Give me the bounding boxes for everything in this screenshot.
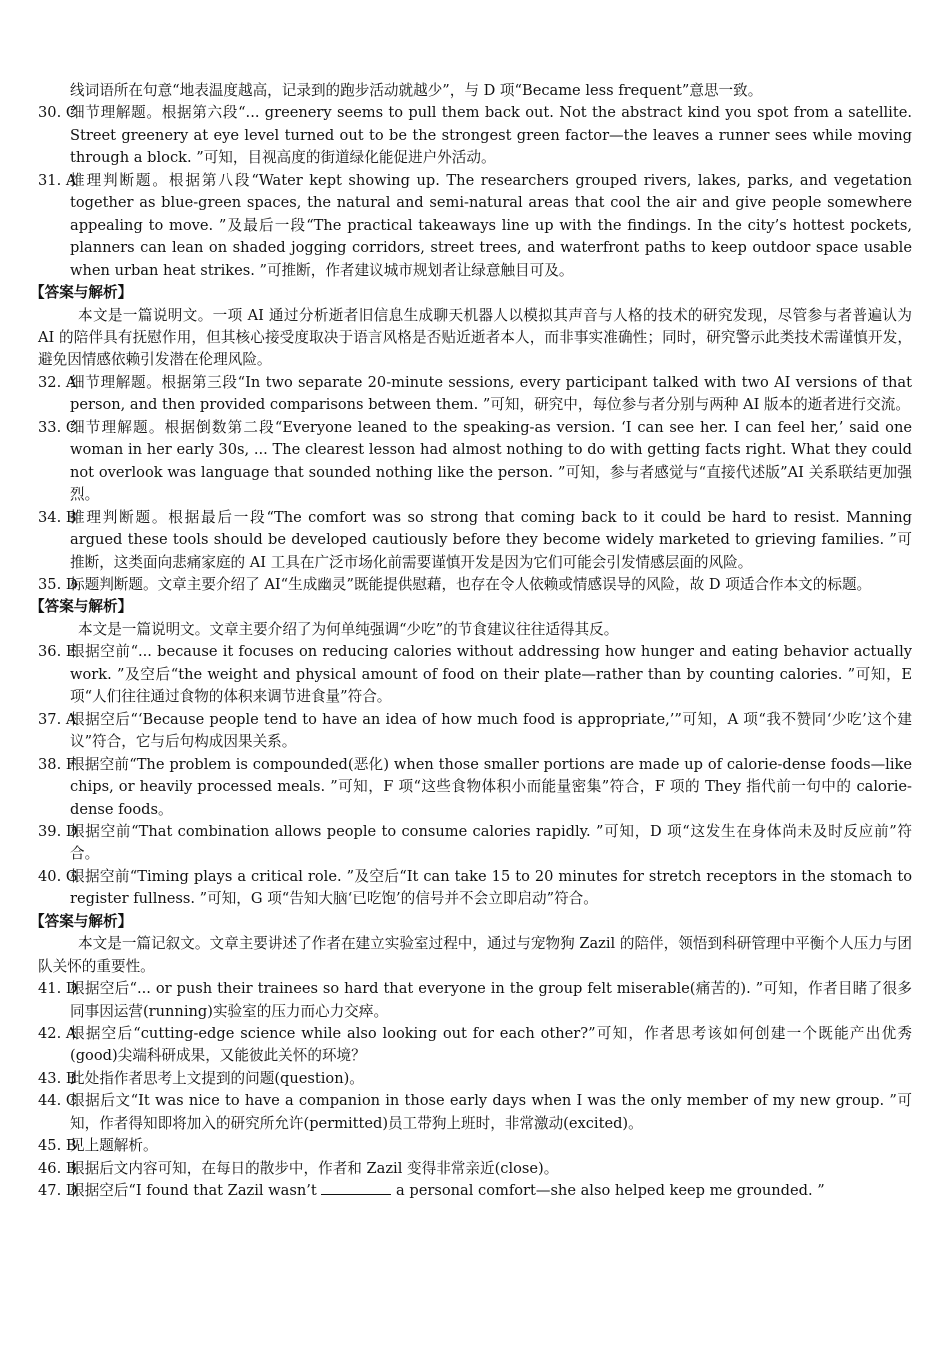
answer-number: 42. A — [38, 1025, 77, 1043]
answer-text: 推理判断题。根据第八段“Water kept showing up. The researchers grouped rivers, lakes, parks, and vegetation together as blue-green spaces, the natural and semi-natural areas that cool the air and give people somewhere appealing to move. ”及最后一段“The practical takeaways line up with the findings. In the city’s hottest pockets, planners can lean on shaded jogging corridors, street trees, and waterfront paths to keep outdoor space usable when urban heat strikes. ”可推断，作者建议城市规划者让绿意触目可及。 — [70, 171, 912, 279]
section-header: 【答案与解析】 — [30, 598, 133, 616]
answer-text: 细节理解题。根据第六段“... greenery seems to pull them back out. Not the abstract kind you spot from a satellite. Street greenery at eye level turned out to be the strongest green factor—the leaves a runner sees while moving through a block. ”可知，目视高度的街道绿化能促进户外活动。 — [70, 104, 912, 167]
answer-number: 36. E — [38, 643, 77, 661]
section-summary: 本文是一篇说明文。一项 AI 通过分析逝者旧信息生成聊天机器人以模拟其声音与人格的技术的研究发现，尽管参与者普遍认为 AI 的陪伴具有抚慰作用，但其核心接受度取决于语言风格是否贴近逝者本人，而非事实准确性；同时，研究警示此类技术需谨慎开发，避免因情感依赖引发潜在伦理风险。 — [38, 306, 912, 369]
answer-item-31 — [38, 170, 912, 282]
answer-item-47 — [38, 1180, 912, 1202]
answer-text — [70, 1180, 912, 1202]
answer-item-32 — [38, 372, 912, 417]
answer-item-46 — [38, 1158, 912, 1180]
intro-continuation: 线词语所在句意“地表温度越高，记录到的跑步活动就越少”，与 D 项“Became less frequent”意思一致。 — [70, 82, 763, 99]
answer-number: 32. A — [38, 373, 77, 391]
answer-text: 根据空前“... because it focuses on reducing calories without addressing how hunger and eating behavior actually work. ”及空后“the weight and physical amount of food on their plate—rather than by counting calories. ”可知，E 项“人们往往通过食物的体积来调节进食量”符合。 — [70, 643, 912, 706]
answer-item-35 — [38, 574, 912, 596]
answer-item-39 — [38, 821, 912, 866]
answer-item-30 — [38, 102, 912, 169]
answer-text: 根据空前“Timing plays a critical role. ”及空后“It can take 15 to 20 minutes for stretch receptors in the stomach to register fullness. ”可知，G 项“告知大脑‘已吃饱’的信号并不会立即启动”符合。 — [70, 867, 912, 908]
answer-text-after-blank: a personal comfort—she also helped keep me grounded. ” — [396, 1182, 825, 1200]
answer-item-38 — [38, 754, 912, 821]
answer-text: 根据空前“The problem is compounded(恶化) when those smaller portions are made up of calorie-dense foods—like chips, or heavily processed meals. ”可知，F 项“这些食物体积小而能量密集”符合，F 项的 They 指代前一句中的 calorie-dense foods。 — [70, 755, 912, 818]
answer-number: 33. C — [38, 418, 78, 436]
answer-item-43 — [38, 1068, 912, 1090]
fill-in-blank — [321, 1182, 391, 1195]
answer-item-34 — [38, 507, 912, 574]
answer-number: 43. B — [38, 1069, 77, 1087]
answer-number: 47. D — [38, 1182, 78, 1200]
answer-number: 30. C — [38, 104, 78, 122]
answer-item-36 — [38, 641, 912, 708]
answer-text: 此处指作者思考上文提到的问题(question)。 — [70, 1069, 364, 1087]
answer-number: 37. A — [38, 710, 77, 728]
answer-text: 根据空后“... or push their trainees so hard that everyone in the group felt miserable(痛苦的). ”可知，作者目睹了很多同事因运营(running)实验室的压力而心力交瘁。 — [70, 980, 912, 1020]
section-summary: 本文是一篇记叙文。文章主要讲述了作者在建立实验室过程中，通过与宠物狗 Zazil 的陪伴，领悟到科研管理中平衡个人压力与团队关怀的重要性。 — [38, 935, 912, 975]
answer-item-37 — [38, 709, 912, 754]
answer-text: 细节理解题。根据第三段“In two separate 20-minute sessions, every participant talked with two AI versions of that person, and then provided comparisons between them. ”可知，研究中，每位参与者分别与两种 AI 版本的逝者进行交流。 — [70, 373, 912, 414]
answer-number: 34. B — [38, 508, 77, 526]
answer-text: 根据空前“That combination allows people to consume calories rapidly. ”可知，D 项“这发生在身体尚未及时反应前”符合。 — [70, 822, 912, 863]
answer-text: 细节理解题。根据倒数第二段“Everyone leaned to the speaking-as version. ‘I can see her. I can feel her,’ said one woman in her early 30s, ... The clearest lesson had almost nothing to do with getting facts right. What they could not overlook was language that sounded nothing like the person. ”可知，参与者感觉与“直接代述版”AI 关系联结更加强烈。 — [70, 418, 912, 504]
answer-text-before-blank: 根据空后“I found that Zazil wasn’t — [70, 1182, 317, 1200]
answer-text: 标题判断题。文章主要介绍了 AI“生成幽灵”既能提供慰藉，也存在令人依赖或情感误导的风险，故 D 项适合作本文的标题。 — [70, 575, 872, 593]
answer-number: 39. D — [38, 822, 78, 840]
answer-item-33 — [38, 417, 912, 507]
answer-item-45 — [38, 1135, 912, 1157]
answer-text: 根据空后“‘Because people tend to have an idea of how much food is appropriate,’”可知，A 项“我不赞同‘少吃’这个建议”符合，它与后句构成因果关系。 — [70, 710, 912, 751]
answer-number: 44. C — [38, 1092, 78, 1110]
answer-item-44 — [38, 1090, 912, 1135]
section-summary: 本文是一篇说明文。文章主要介绍了为何单纯强调“少吃”的节食建议往往适得其反。 — [78, 620, 619, 638]
section-header: 【答案与解析】 — [30, 284, 133, 302]
answer-number: 46. B — [38, 1159, 77, 1177]
answer-text: 根据后文内容可知，在每日的散步中，作者和 Zazil 变得非常亲近(close)。 — [70, 1159, 559, 1177]
answer-text: 根据后文“It was nice to have a companion in those early days when I was the only member of my new group. ”可知，作者得知即将加入的研究所允许(permitted)员工带狗上班时，非常激动(excited)。 — [70, 1092, 912, 1132]
answer-text: 见上题解析。 — [70, 1137, 158, 1155]
answer-number: 45. B — [38, 1137, 77, 1155]
answer-number: 31. A — [38, 171, 77, 189]
answer-number: 35. D — [38, 575, 78, 593]
answer-item-40 — [38, 866, 912, 911]
answer-number: 38. F — [38, 755, 76, 773]
answer-number: 41. D — [38, 980, 78, 998]
answer-item-41 — [38, 978, 912, 1023]
section-header: 【答案与解析】 — [30, 912, 133, 930]
answer-text: 推理判断题。根据最后一段“The comfort was so strong that coming back to it could be hard to resist. Manning argued these tools should be developed cautiously before they become widely marketed to grieving families. ”可推断，这类面向悲痛家庭的 AI 工具在广泛市场化前需要谨慎开发是因为它们可能会引发情感层面的风险。 — [70, 508, 912, 571]
answer-number: 40. G — [38, 867, 78, 885]
answer-item-42 — [38, 1023, 912, 1068]
answer-text: 根据空后“cutting-edge science while also looking out for each other?”可知，作者思考该如何创建一个既能产出优秀(good)尖端科研成果，又能彼此关怀的环境？ — [70, 1025, 912, 1065]
